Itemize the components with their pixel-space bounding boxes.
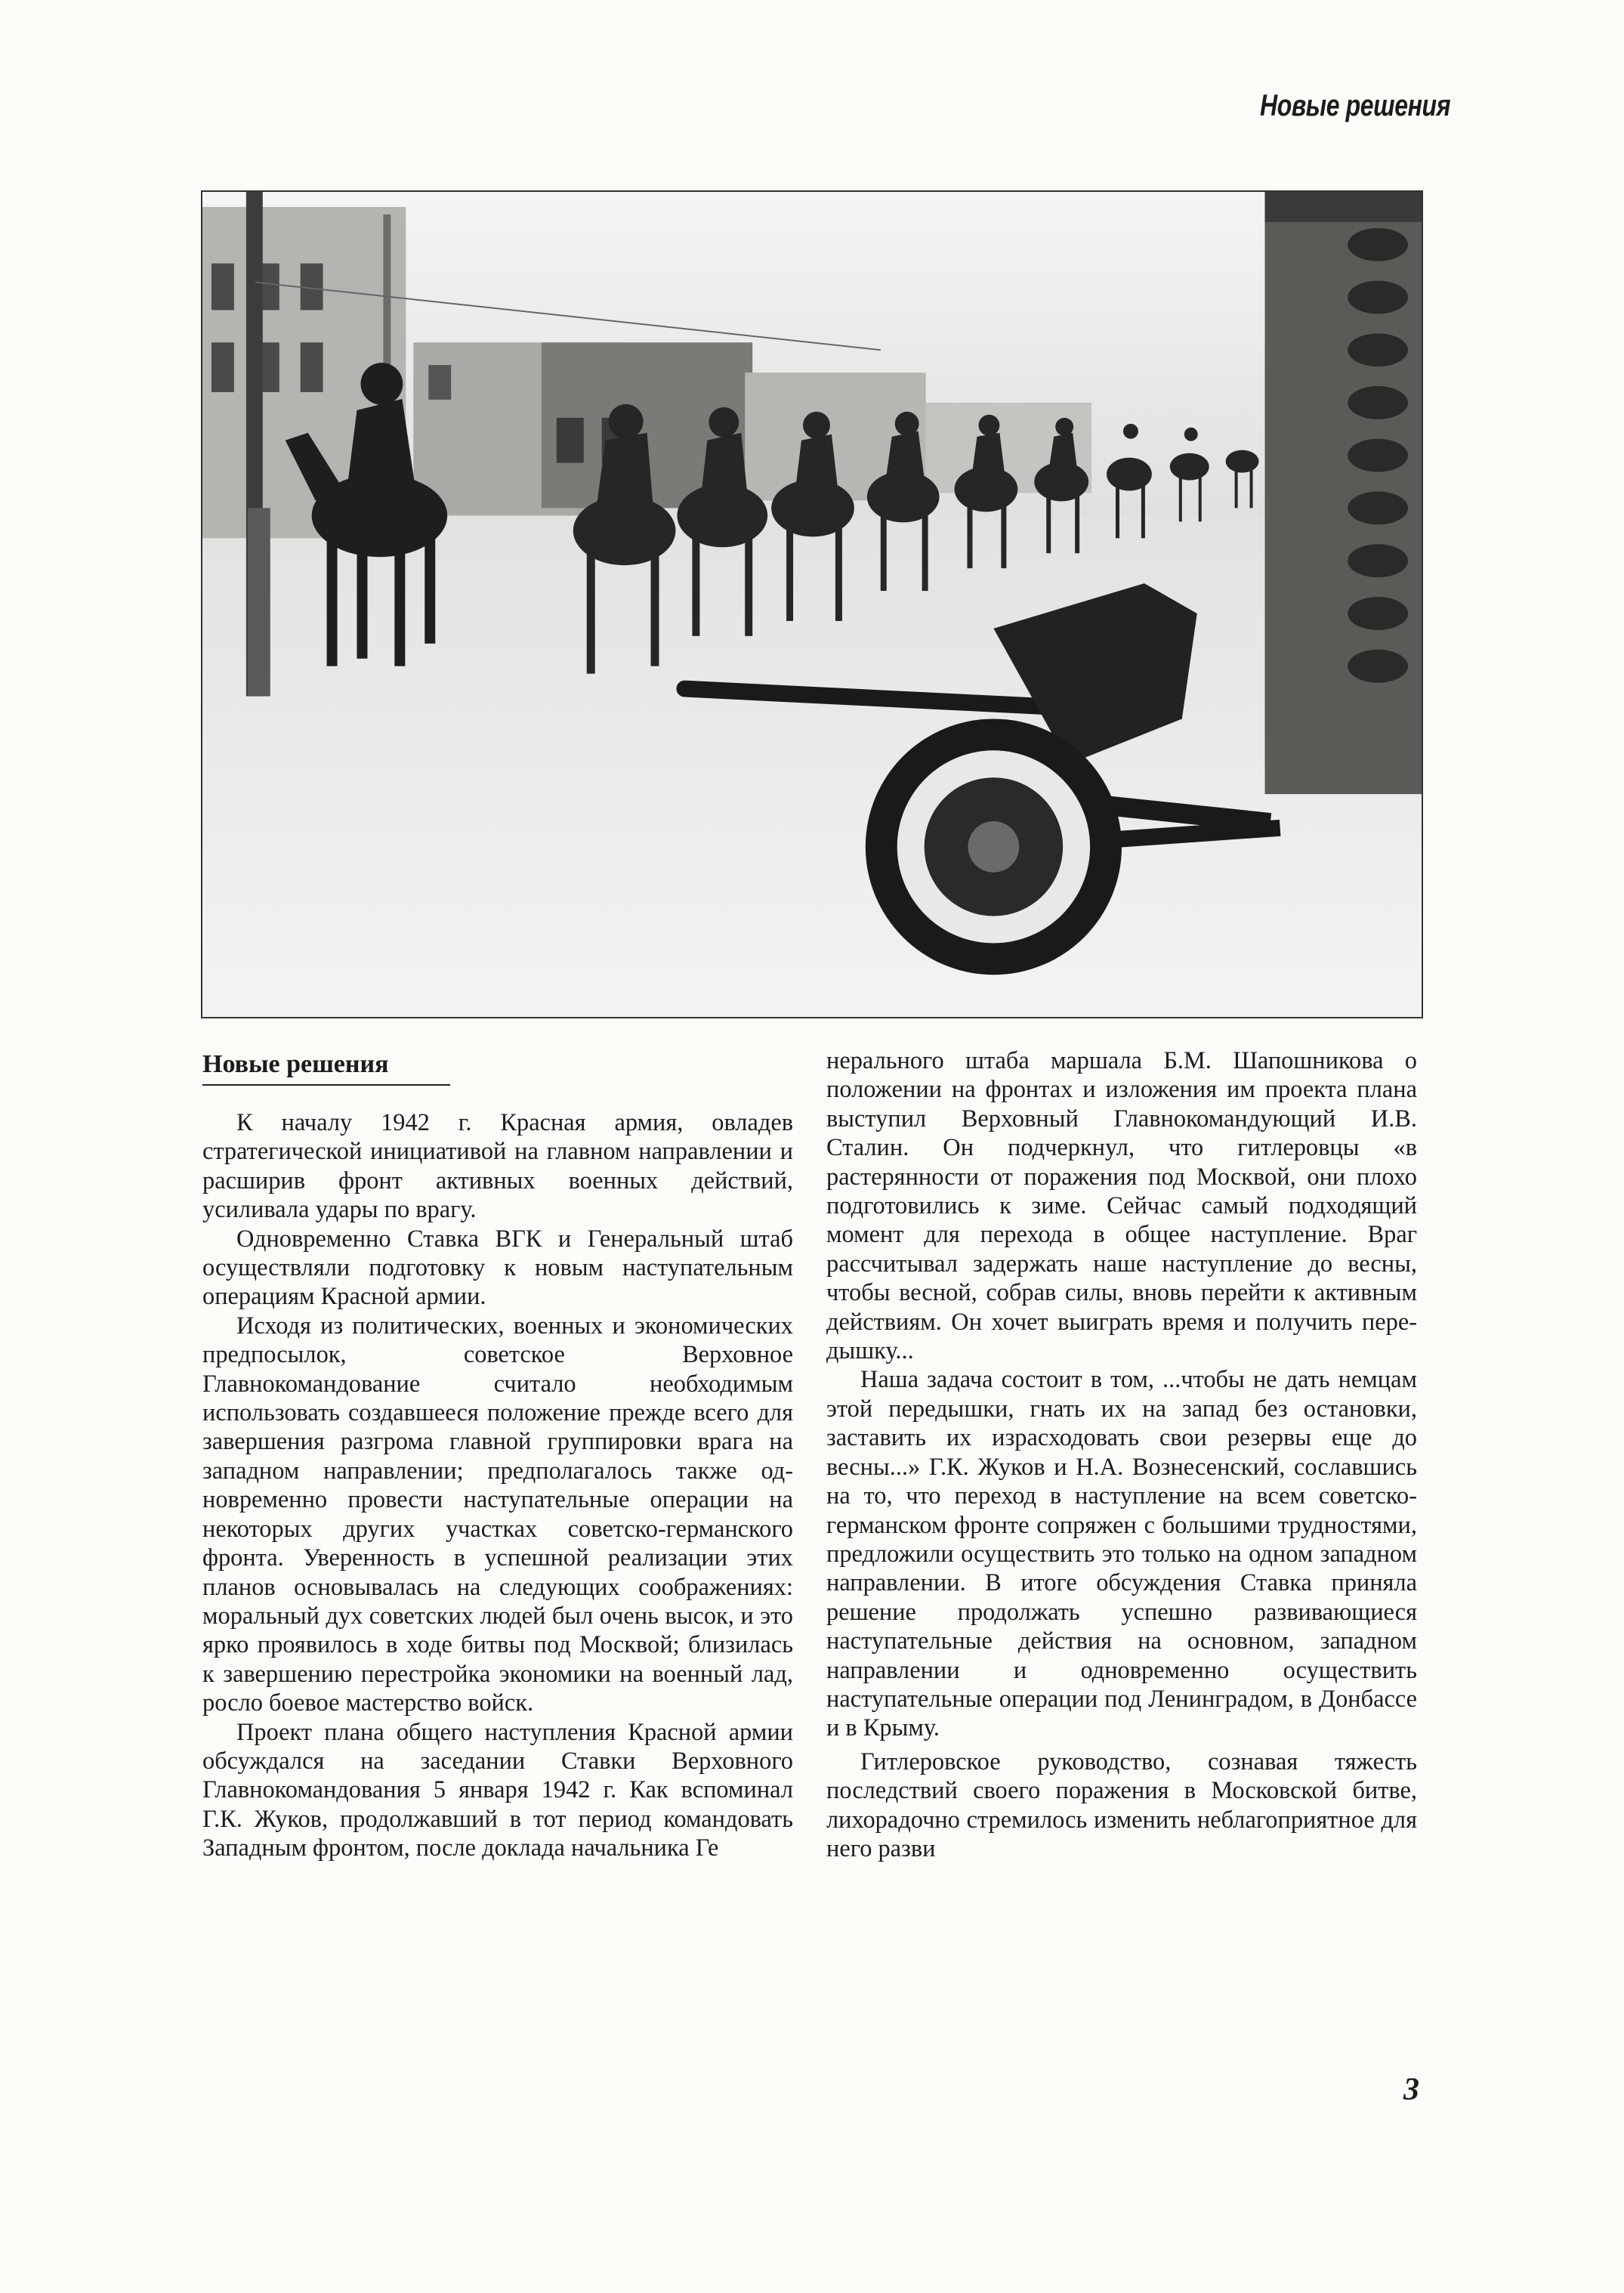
paragraph: Одновременно Ставка ВГК и Генеральный штаб осуществляли подготовку к новым наступательным операциям Красной армии.	[202, 1225, 793, 1311]
log-house-right	[1265, 192, 1422, 794]
running-head: Новые решения	[1259, 89, 1450, 122]
photo-cavalry-column	[201, 190, 1423, 1018]
page-number: 3	[1403, 2072, 1419, 2107]
paragraph: Гитлеровское руководство, сознавая тяжесть последствий своего поражения в Московской битве, лихорадочно стремилось изменить неблагоприятное для него разви	[826, 1748, 1417, 1862]
text-column-left	[202, 1046, 793, 1863]
paragraph: нерального штаба маршала Б.М. Шапошникова о положении на фронтах и изложения им проекта плана выступил Верховный Главнокомандующий И.В. Сталин. Он подчеркнул, что гитлеровцы «в растерянности от поражения под Москвой, они плохо подготовились к зиме. Сейчас самый подходящий момент для перехода в общее наступление. Враг рассчитывал задержать наше наступление до весны, чтобы весной, собрав силы, вновь перейти к активным действиям. Он хочет выиграть время и получить передышку...	[826, 1047, 1417, 1365]
paragraph: Проект плана общего наступления Красной армии обсуждался на заседании Ставки Верховного Главнокомандования 5 января 1942 г. Как вспоминал Г.К. Жуков, продолжавший в тот период командовать Западным фронтом, после доклада начальника Ге	[202, 1718, 793, 1862]
paragraph: Наша задача состоит в том, ...чтобы не дать немцам этой передышки, гнать их на запад без остановки, заставить их израсходовать свои резервы еще до весны...» Г.К. Жуков и Н.А. Вознесенский, сославшись на то, что переход в наступление на всем советско-германском фронте сопряжен с большими трудностями, предложили осуществить это только на одном западном направлении. В итоге обсуждения Ставка приняла решение продолжать успешно развивающиеся наступательные действия на основном, западном направлении и одновременно осуществить наступательные операции под Ленинградом, в Донбассе и в Крыму.	[826, 1366, 1417, 1742]
snowy-ground	[202, 515, 1422, 1017]
section-title: Новые решения	[202, 1046, 450, 1086]
paragraph: Исходя из политических, военных и экономических предпосылок, советское Верховное Главнокомандование считало необходимым использовать создавшееся положение прежде всего для завершения разгрома главной группировки врага на западном направлении; предполагалось также одновременно провести наступательные операции на некоторых других участках советско-германского фронта. Уверенность в успешной реализации этих планов основывалась на следующих соображениях: моральный дух советских людей был очень высок, и это ярко проявилось в ходе битвы под Москвой; близилась к завершению перестройка экономики на военный лад, росло боевое мастерство войск.	[202, 1312, 793, 1717]
paragraph: К началу 1942 г. Красная армия, овладев стратегической инициативой на главном направлении и расширив фронт активных военных действий, усиливала удары по врагу.	[202, 1109, 793, 1224]
text-column-right	[826, 1046, 1417, 1863]
